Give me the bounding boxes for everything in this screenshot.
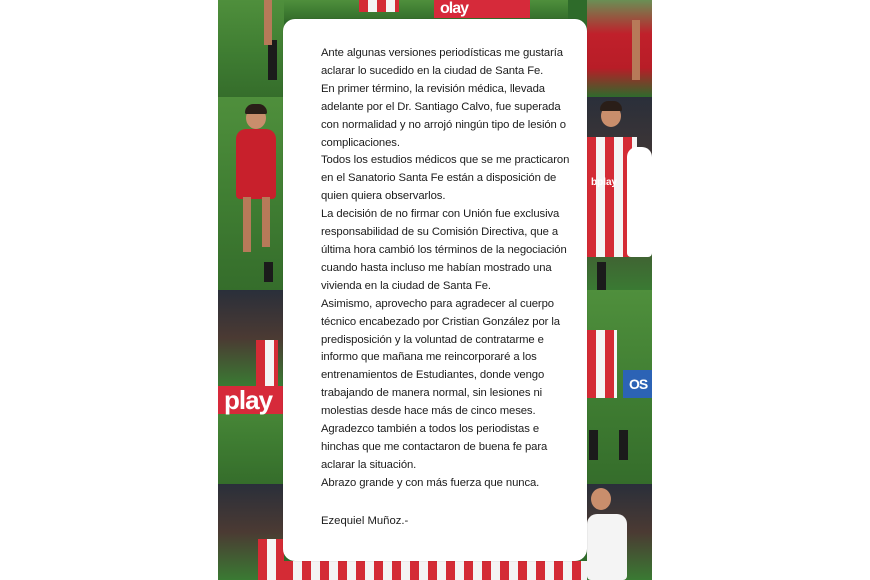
signature: Ezequiel Muñoz.- <box>321 515 409 527</box>
ad-board-right: OS <box>623 370 652 398</box>
photo-tile-left-4 <box>218 484 284 580</box>
photo-tile-bottom-mid <box>284 561 587 580</box>
statement-paragraph: Asimismo, aprovecho para agradecer al cuerpo técnico encabezado por Cristian González por la predisposición y la voluntad de contratarme e informo que mañana me reincorporaré a los entrenamientos de Estudiantes, donde vengo trabajando de manera normal, sin lesiones ni molestias desde hace más de cinco meses. <box>321 297 560 418</box>
photo-tile-top-right <box>587 0 652 97</box>
ad-board-left: play <box>218 386 284 414</box>
sponsor-logo: bplay <box>591 177 618 188</box>
statement-text <box>321 45 571 493</box>
photo-tile-right-3 <box>587 484 652 580</box>
statement-paragraph: Agradezco también a todos los periodistas e hinchas que me contactaron de buena fe para aclarar la situación. <box>321 423 548 471</box>
statement-paragraph: Abrazo grande y con más fuerza que nunca. <box>321 476 540 489</box>
photo-tile-right-2 <box>587 290 652 484</box>
statement-paragraph: En primer término, la revisión médica, llevada adelante por el Dr. Santiago Calvo, fue superada con normalidad y no arrojó ningún tipo de lesión o complicaciones. <box>321 82 566 149</box>
statement-paragraph: Ante algunas versiones periodísticas me gustaría aclarar lo sucedido en la ciudad de Santa Fe. <box>321 47 563 77</box>
photo-tile-right-1 <box>587 97 652 290</box>
statement-card <box>283 19 587 561</box>
photo-tile-top-left <box>218 0 284 97</box>
statement-paragraph: La decisión de no firmar con Unión fue exclusiva responsabilidad de su Comisión Directiva, que a última hora cambió los términos de la negociación cuando hasta incluso me habían mostrado una vivienda en la ciudad de Santa Fe. <box>321 208 567 292</box>
photo-tile-left-3 <box>218 386 284 484</box>
photo-tile-top-mid: olay <box>284 0 568 20</box>
photo-tile-left-2 <box>218 290 284 386</box>
photo-tile-left-1 <box>218 97 284 290</box>
statement-paragraph: Todos los estudios médicos que se me practicaron en el Sanatorio Santa Fe están a disposición de quien quiera observarlos. <box>321 154 570 203</box>
